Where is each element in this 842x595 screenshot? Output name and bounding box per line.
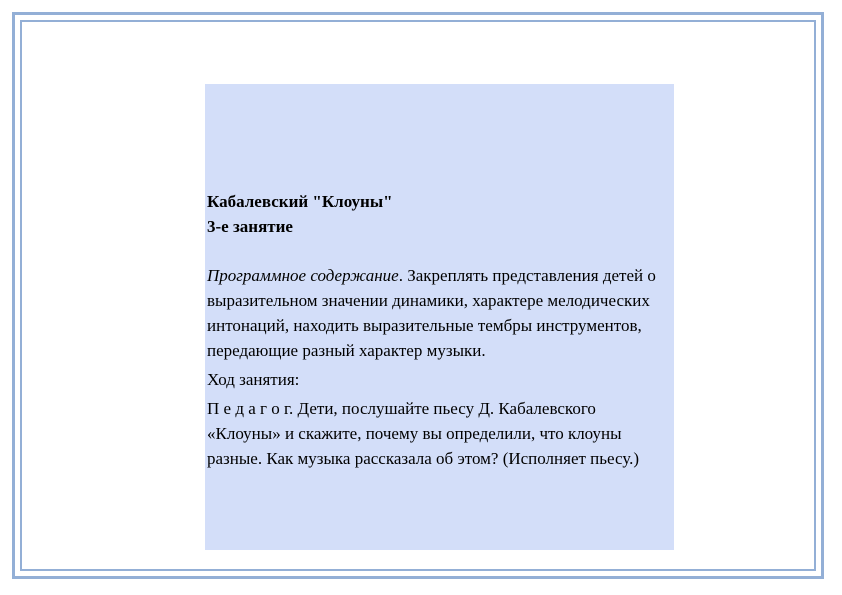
content-box: [205, 84, 674, 550]
lesson-number: 3-е занятие: [207, 217, 293, 236]
teacher-text: Дети, послушайте пьесу Д. Кабалевского «Клоуны» и скажите, почему вы определили, что клоуны разные. Как музыка рассказала об этом? (Исполняет пьесу.): [207, 399, 640, 468]
lesson-heading: Ход занятия:: [207, 370, 300, 389]
teacher-label: П е д а г о г.: [207, 399, 294, 418]
program-paragraph: [207, 263, 670, 363]
spacer: [207, 239, 670, 263]
program-text: . Закреплять представления детей о выразительном значении динамики, характере мелодических интонаций, находить выразительные тембры инструментов, передающие разный характер музыки.: [207, 266, 656, 360]
program-label: Программное содержание: [207, 266, 399, 285]
document-title: Кабалевский "Клоуны": [207, 192, 393, 211]
teacher-paragraph: [207, 396, 670, 471]
